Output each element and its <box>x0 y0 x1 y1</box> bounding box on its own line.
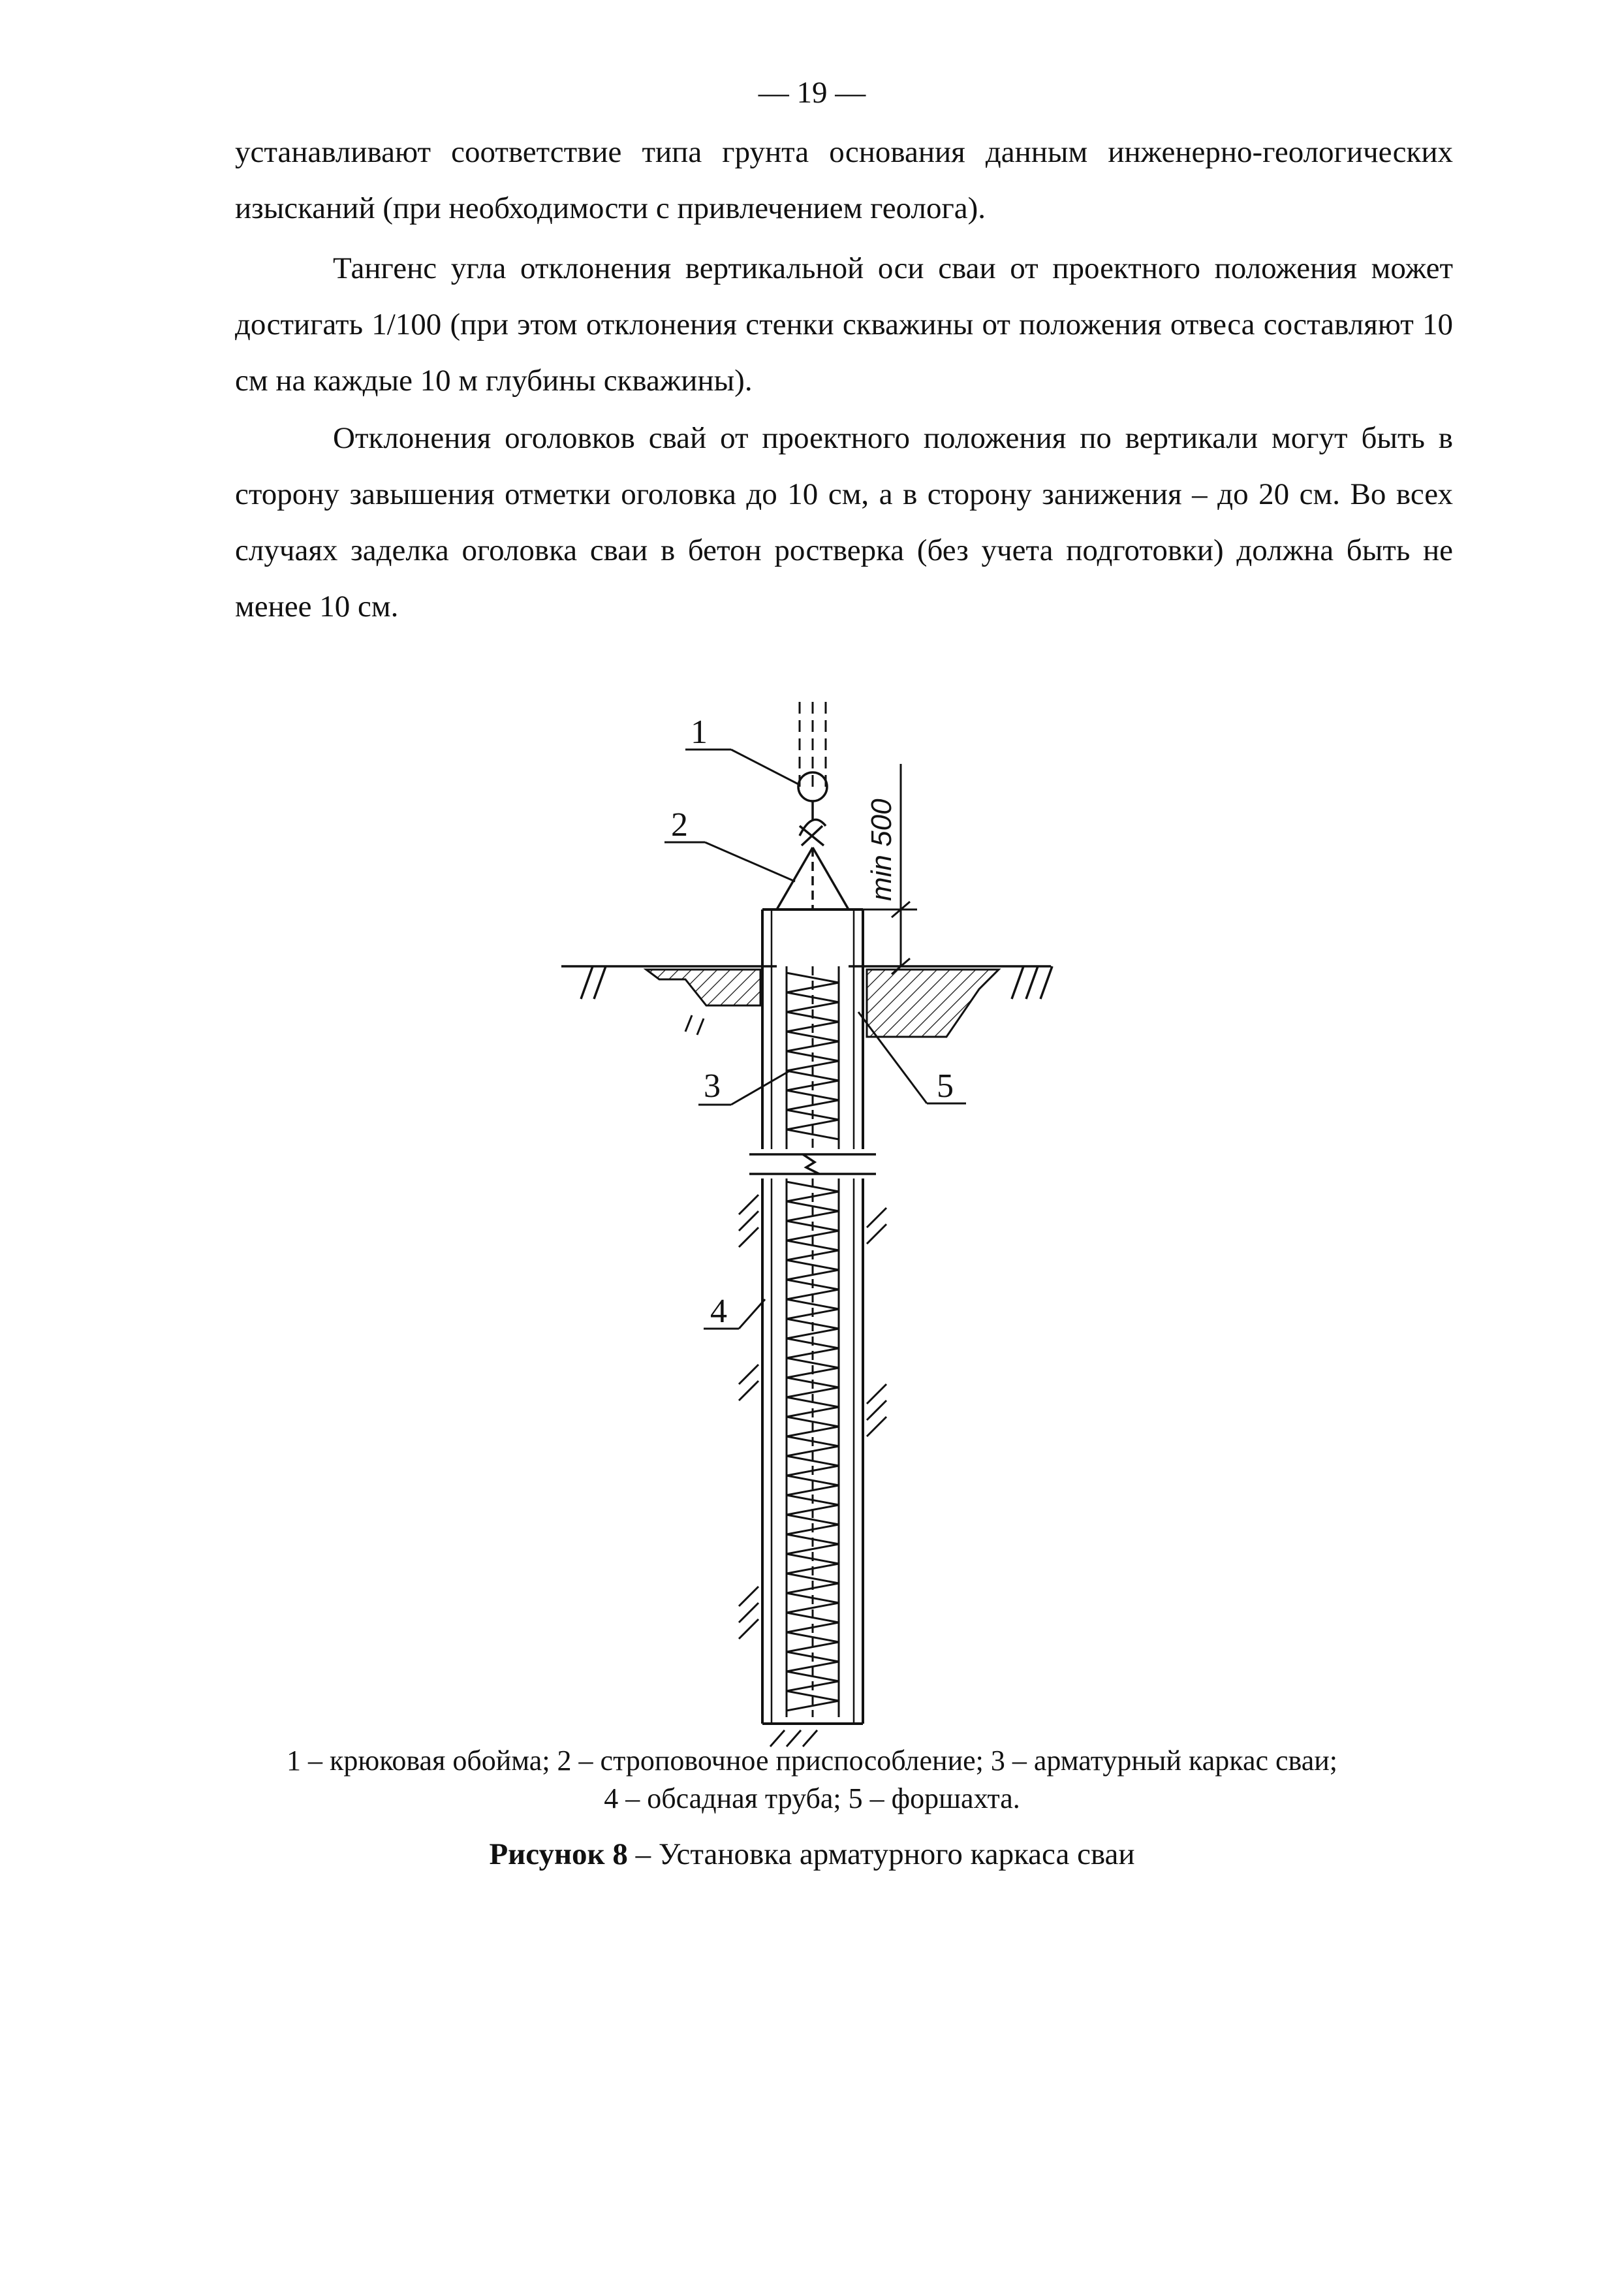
caption-text: – Установка арматурного каркаса сваи <box>627 1837 1135 1871</box>
callout-2: 2 <box>671 806 688 844</box>
figure-legend <box>131 1742 1493 1818</box>
callout-4: 4 <box>710 1293 727 1330</box>
callout-1: 1 <box>691 714 708 751</box>
callout-5: 5 <box>937 1067 954 1105</box>
paragraph-1: устанавливают соответствие типа грунта основания данным инженерно-геологических изысканий (при необходимости с привлечением геолога). <box>235 135 1453 225</box>
legend-line-2: 4 – обсадная труба; 5 – форшахта. <box>604 1782 1020 1814</box>
figure-8 <box>555 692 1077 1750</box>
figure-caption <box>131 1835 1493 1874</box>
callout-3: 3 <box>704 1067 721 1105</box>
reinforcement-cage-upper <box>787 966 839 1149</box>
reinforcement-cage-lower <box>787 1178 839 1717</box>
paragraph-3: Отклонения оголовков свай от проектного положения по вертикали могут быть в сторону завышения отметки оголовка до 10 см, а в сторону занижения – до 20 см. Во всех случаях заделка оголовка сваи в бетон ростверка (без учета подготовки) должна быть не менее 10 см. <box>235 421 1453 624</box>
paragraph-2: Тангенс угла отклонения вертикальной оси сваи от проектного положения может достигать 1/100 (при этом отклонения стенки скважины от положения отвеса составляют 10 см на каждые 10 м глубины скважины). <box>235 251 1453 398</box>
dimension-label: min 500 <box>866 799 898 901</box>
callout-1-leader <box>685 750 800 785</box>
page-number: — 19 — <box>758 76 866 110</box>
callout-2-leader <box>664 842 795 881</box>
pile-cage-diagram <box>555 692 1077 1750</box>
caption-label: Рисунок 8 <box>489 1837 628 1871</box>
break-symbol <box>749 1154 876 1174</box>
legend-line-1: 1 – крюковая обойма; 2 – строповочное приспособление; 3 – арматурный каркас сваи; <box>286 1745 1338 1777</box>
